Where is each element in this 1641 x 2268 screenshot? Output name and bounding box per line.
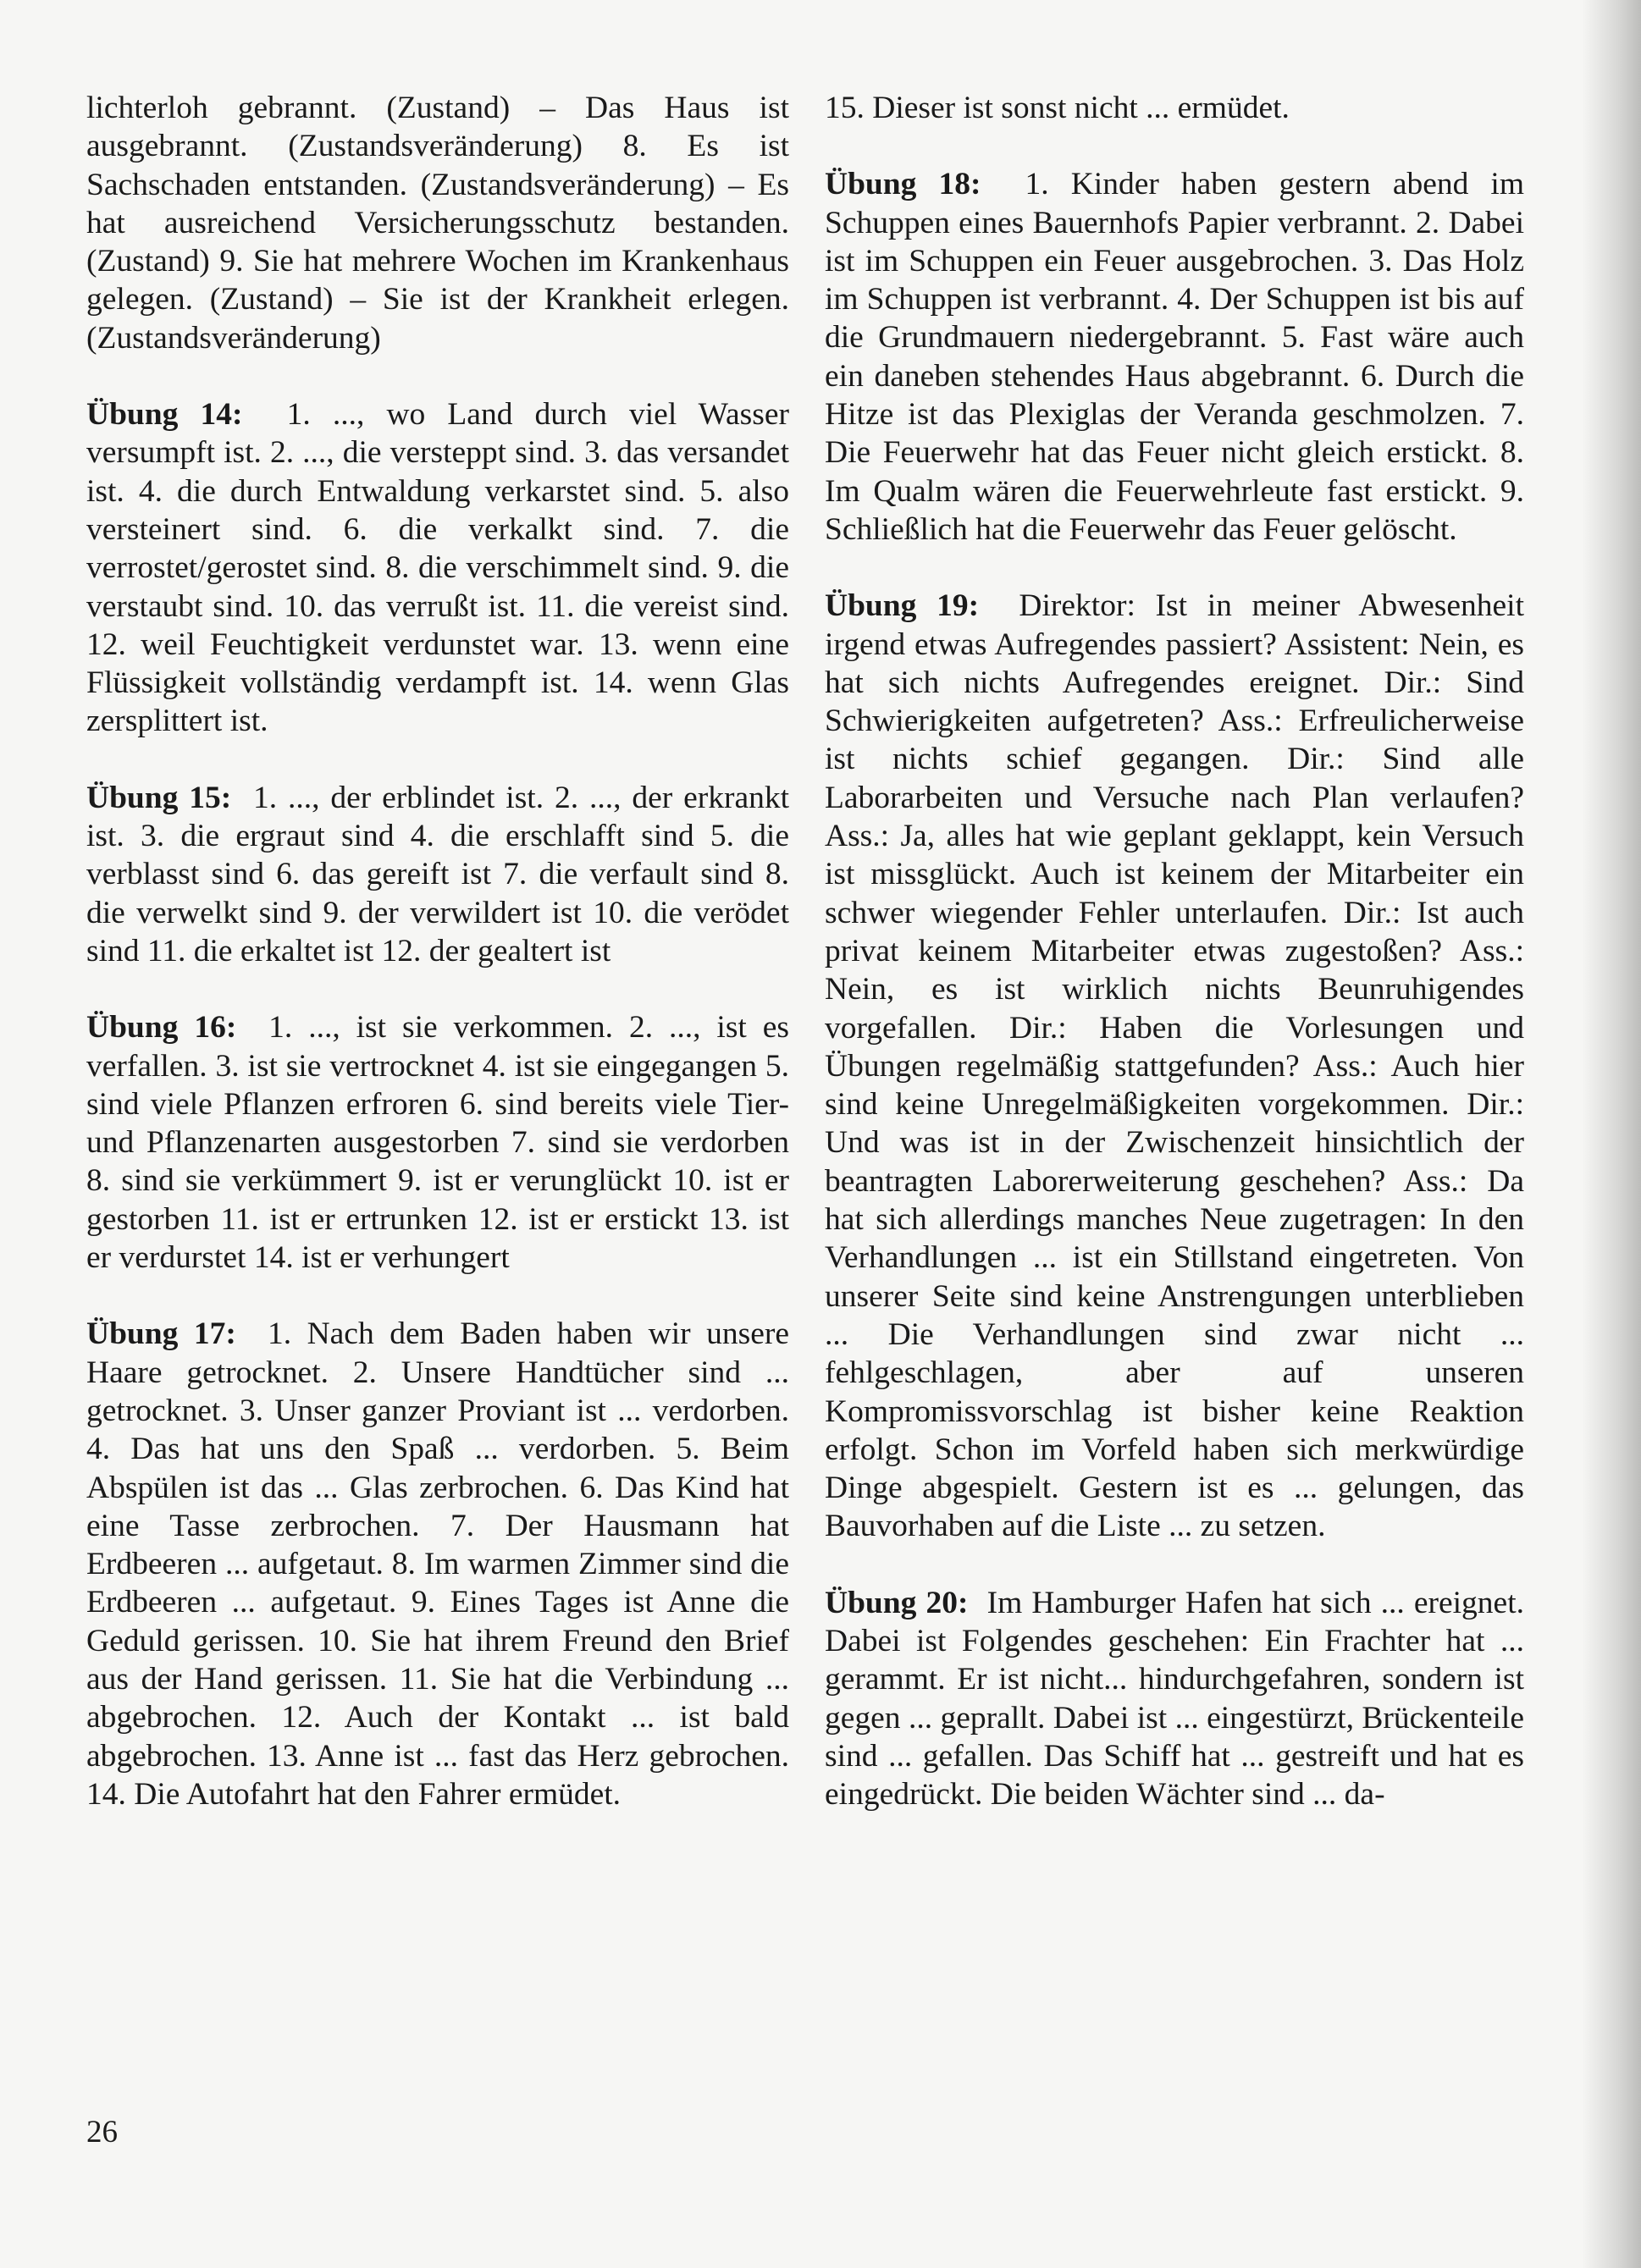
exercise-label: Übung 19:	[825, 588, 980, 624]
exercise-20	[825, 1584, 1524, 1814]
exercise-text: 1. Nach dem Baden haben wir unsere Haare getrocknet. 2. Unsere Handtücher sind ... getrocknet. 3. Unser ganzer Proviant ist ... verdorben. 4. Das hat uns den Spaß ... verdorben. 5. Beim Abspülen ist das ... Glas zerbrochen. 6. Das Kind hat eine Tasse zerbrochen. 7. Der Hausmann hat Erdbeeren ... aufgetaut. 8. Im warmen Zimmer sind die Erdbeeren ... aufgetaut. 9. Eines Tages ist Anne die Geduld gerissen. 10. Sie hat ihrem Freund den Brief aus der Hand gerissen. 11. Sie hat die Verbindung ... abgebrochen. 12. Auch der Kontakt ... ist bald abgebrochen. 13. Anne ist ... fast das Herz gebrochen. 14. Die Autofahrt hat den Fahrer ermüdet.	[86, 1316, 790, 1812]
exercise-15	[86, 779, 789, 970]
exercise-label: Übung 20:	[825, 1585, 969, 1620]
exercise-label: Übung 14:	[86, 397, 243, 433]
exercise-label: Übung 16:	[86, 1010, 237, 1046]
exercise-label: Übung 17:	[86, 1316, 236, 1352]
paragraph-continued	[86, 89, 789, 357]
page-edge-shadow	[1582, 0, 1641, 2268]
page-number: 26	[86, 2115, 118, 2149]
exercise-16	[86, 1008, 789, 1277]
left-column	[86, 89, 789, 1851]
right-column	[825, 89, 1524, 1851]
exercise-text: 1. ..., der erblindet ist. 2. ..., der erkrankt ist. 3. die ergraut sind 4. die erschlafft sind 5. die verblasst sind 6. das gereift ist 7. die verfault sind 8. die verwelkt sind 9. der verwildert ist 10. die verödet sind 11. die erkaltet ist 12. der gealtert ist	[86, 780, 790, 968]
exercise-text: Im Hamburger Hafen hat sich ... ereignet. Dabei ist Folgendes geschehen: Ein Frachter hat ... gerammt. Er ist nicht... hindurchgefahren, sondern ist gegen ... geprallt. Dabei ist ... eingestürzt, Brückenteile sind ... gefallen. Das Schiff hat ... gestreift und hat es eingedrückt. Die beiden Wächter sind ... da-	[825, 1585, 1524, 1813]
exercise-19	[825, 587, 1524, 1545]
exercise-label: Übung 18:	[825, 167, 981, 202]
paragraph-continued	[825, 89, 1524, 127]
paragraph-text: 15. Dieser ist sonst nicht ... ermüdet.	[825, 91, 1290, 125]
exercise-17	[86, 1315, 789, 1813]
exercise-text: 1. Kinder haben gestern abend im Schuppen eines Bauernhofs Papier verbrannt. 2. Dabei ist im Schuppen ein Feuer ausgebrochen. 3. Das Holz im Schuppen ist verbrannt. 4. Der Schuppen ist bis auf die Grundmauern niedergebrannt. 5. Fast wäre auch ein daneben stehendes Haus abgebrannt. 6. Durch die Hitze ist das Plexiglas der Veranda geschmolzen. 7. Die Feuerwehr hat das Feuer nicht gleich erstickt. 8. Im Qualm wären die Feuerwehrleute fast erstickt. 9. Schließlich hat die Feuerwehr das Feuer gelöscht.	[825, 167, 1525, 547]
exercise-14	[86, 395, 789, 741]
paragraph-text: lichterloh gebrannt. (Zustand) – Das Haus ist ausgebrannt. (Zustandsveränderung) 8. Es ist Sachschaden entstanden. (Zustandsveränderung) – Es hat ausreichend Versicherungsschutz bestanden. (Zustand) 9. Sie hat mehrere Wochen im Krankenhaus gelegen. (Zustand) – Sie ist der Krankheit erlegen. (Zustandsveränderung)	[86, 91, 789, 356]
exercise-18	[825, 165, 1524, 549]
exercise-label: Übung 15:	[86, 780, 232, 815]
exercise-text: 1. ..., ist sie verkommen. 2. ..., ist es verfallen. 3. ist sie vertrocknet 4. ist sie eingegangen 5. sind viele Pflanzen erfroren 6. sind bereits viele Tier- und Pflanzenarten ausgestorben 7. sind sie verdorben 8. sind sie verkümmert 9. ist er verunglückt 10. ist er gestorben 11. ist er ertrunken 12. ist er erstickt 13. ist er verdurstet 14. ist er verhungert	[86, 1010, 790, 1276]
exercise-text: 1. ..., wo Land durch viel Wasser versumpft ist. 2. ..., die versteppt sind. 3. das versandet ist. 4. die durch Entwaldung verkarstet sind. 5. also versteinert sind. 6. die verkalkt sind. 7. die verrostet/gerostet sind. 8. die verschimmelt sind. 9. die verstaubt sind. 10. das verrußt ist. 11. die vereist sind. 12. weil Feuchtigkeit verdunstet war. 13. wenn eine Flüssigkeit vollständig verdampft ist. 14. wenn Glas zersplittert ist.	[86, 397, 790, 739]
exercise-text: Direktor: Ist in meiner Abwesenheit irgend etwas Aufregendes passiert? Assistent: Nein, es hat sich nichts Aufregendes ereignet. Dir.: Sind Schwierigkeiten aufgetreten? Ass.: Erfreulicherweise ist nichts schief gegangen. Dir.: Sind alle Laborarbeiten und Versuche nach Plan verlaufen? Ass.: Ja, alles hat wie geplant geklappt, kein Versuch ist missglückt. Auch ist keinem der Mitarbeiter ein schwer wiegender Fehler unterlaufen. Dir.: Ist auch privat keinem Mitarbeiter etwas zugestoßen? Ass.: Nein, es ist wirklich nichts Beunruhigendes vorgefallen. Dir.: Haben die Vorlesungen und Übungen regelmäßig stattgefunden? Ass.: Auch hier sind keine Unregelmäßigkeiten vorgekommen. Dir.: Und was ist in der Zwischenzeit hinsichtlich der beantragten Laborerweiterung geschehen? Ass.: Da hat sich allerdings manches Neue zugetragen: In den Verhandlungen ... ist ein Stillstand eingetreten. Von unserer Seite sind keine Anstrengungen unterblieben ... Die Verhandlungen sind zwar nicht ... fehlgeschlagen, aber auf unseren Kompromissvorschlag ist bisher keine Reaktion erfolgt. Schon im Vorfeld haben sich merkwürdige Dinge abgespielt. Gestern ist es ... gelungen, das Bauvorhaben auf die Liste ... zu setzen.	[825, 588, 1525, 1544]
